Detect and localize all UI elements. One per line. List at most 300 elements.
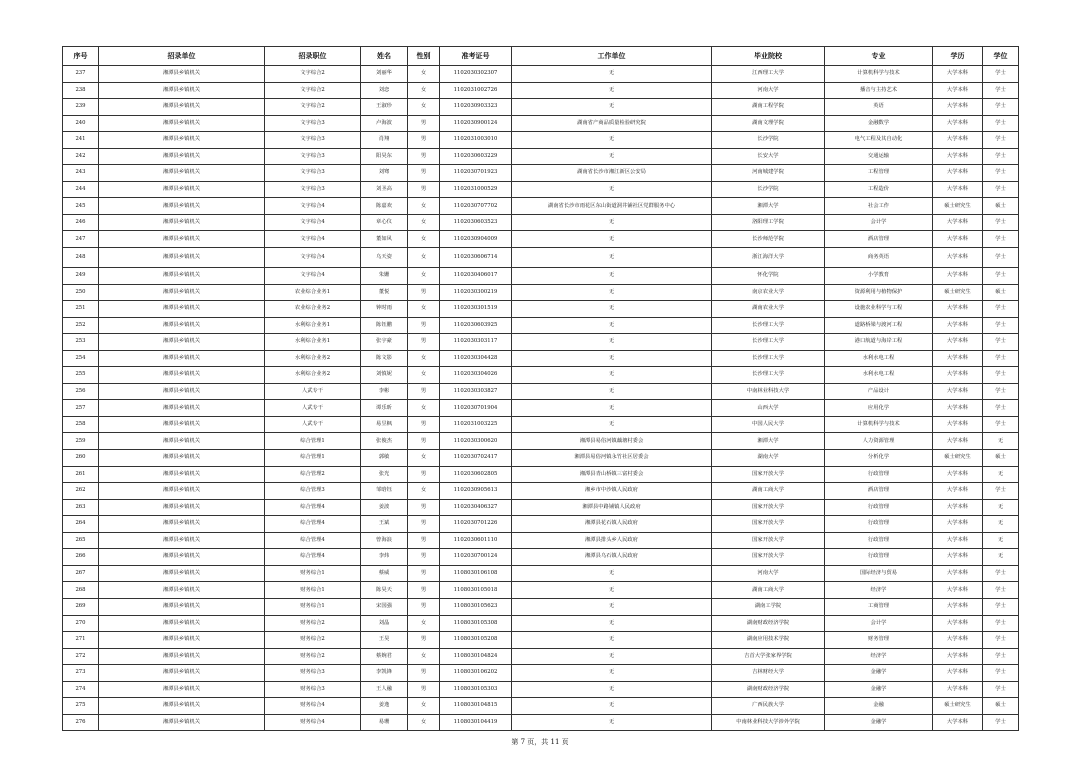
table-row (63, 466, 1019, 483)
cell-employer: 无 (512, 565, 712, 582)
cell-gender: 男 (408, 565, 440, 582)
cell-school: 怀化学院 (712, 268, 825, 285)
cell-unit: 湘潭县乡镇机关 (99, 416, 265, 433)
cell-education: 大学本科 (933, 499, 983, 516)
cell-education: 大学本科 (933, 367, 983, 384)
cell-position: 文字综合2 (265, 82, 361, 99)
cell-name: 李炜 (361, 549, 408, 566)
cell-position: 文字综合4 (265, 231, 361, 248)
cell-seq: 258 (63, 416, 99, 433)
cell-name: 李彬 (361, 383, 408, 400)
cell-major: 应用化学 (825, 400, 933, 417)
cell-employer: 无 (512, 268, 712, 285)
cell-unit: 湘潭县乡镇机关 (99, 231, 265, 248)
cell-seq: 249 (63, 268, 99, 285)
cell-unit: 湘潭县乡镇机关 (99, 665, 265, 682)
table-row (63, 334, 1019, 351)
cell-exam-id: 1102030606714 (440, 248, 512, 268)
cell-name: 刘恋 (361, 82, 408, 99)
cell-unit: 湘潭县乡镇机关 (99, 400, 265, 417)
cell-school: 湖南文理学院 (712, 115, 825, 132)
cell-employer: 湘潭县花石镇人民政府 (512, 516, 712, 533)
cell-seq: 269 (63, 598, 99, 615)
cell-employer: 无 (512, 632, 712, 649)
cell-exam-id: 1102030602805 (440, 466, 512, 483)
cell-exam-id: 1108030105308 (440, 615, 512, 632)
cell-seq: 259 (63, 433, 99, 450)
cell-degree: 硕士 (983, 284, 1019, 301)
cell-unit: 湘潭县乡镇机关 (99, 367, 265, 384)
cell-school: 湖南工商大学 (712, 582, 825, 599)
cell-employer: 湖南省长沙市湘江新区公安局 (512, 165, 712, 182)
cell-seq: 237 (63, 66, 99, 83)
cell-education: 大学本科 (933, 433, 983, 450)
table-row (63, 681, 1019, 698)
cell-exam-id: 1102030701923 (440, 165, 512, 182)
cell-school: 江西理工大学 (712, 66, 825, 83)
cell-seq: 248 (63, 248, 99, 268)
cell-name: 陈昊天 (361, 582, 408, 599)
cell-education: 大学本科 (933, 132, 983, 149)
cell-degree: 硕士 (983, 450, 1019, 467)
cell-degree: 学士 (983, 714, 1019, 731)
cell-employer: 无 (512, 350, 712, 367)
cell-exam-id: 1102030406327 (440, 499, 512, 516)
cell-education: 大学本科 (933, 231, 983, 248)
cell-employer: 湘潭县易俗河镇永竹社区居委会 (512, 450, 712, 467)
cell-position: 文字综合3 (265, 181, 361, 198)
cell-employer: 无 (512, 99, 712, 116)
cell-seq: 270 (63, 615, 99, 632)
cell-employer: 无 (512, 615, 712, 632)
cell-school: 吉林财经大学 (712, 665, 825, 682)
cell-exam-id: 1102030701226 (440, 516, 512, 533)
cell-seq: 273 (63, 665, 99, 682)
cell-school: 国家开放大学 (712, 466, 825, 483)
cell-degree: 学士 (983, 248, 1019, 268)
cell-education: 大学本科 (933, 532, 983, 549)
cell-major: 道路桥梁与渡河工程 (825, 317, 933, 334)
cell-exam-id: 1102030903323 (440, 99, 512, 116)
cell-major: 金融数学 (825, 115, 933, 132)
table-row (63, 416, 1019, 433)
cell-education: 大学本科 (933, 317, 983, 334)
cell-degree: 硕士 (983, 198, 1019, 215)
cell-unit: 湘潭县乡镇机关 (99, 284, 265, 301)
cell-gender: 男 (408, 181, 440, 198)
cell-position: 财务综合3 (265, 665, 361, 682)
cell-major: 港口航道与海岸工程 (825, 334, 933, 351)
cell-gender: 女 (408, 214, 440, 231)
cell-exam-id: 1102030406017 (440, 268, 512, 285)
cell-gender: 女 (408, 483, 440, 500)
table-row (63, 714, 1019, 731)
cell-position: 水利综合业务1 (265, 334, 361, 351)
cell-seq: 264 (63, 516, 99, 533)
cell-degree: 学士 (983, 66, 1019, 83)
table-row (63, 301, 1019, 318)
cell-degree: 无 (983, 466, 1019, 483)
cell-education: 大学本科 (933, 165, 983, 182)
cell-seq: 263 (63, 499, 99, 516)
cell-education: 大学本科 (933, 615, 983, 632)
cell-exam-id: 1102030304026 (440, 367, 512, 384)
cell-education: 大学本科 (933, 82, 983, 99)
cell-degree: 学士 (983, 383, 1019, 400)
cell-exam-id: 1102030301519 (440, 301, 512, 318)
cell-school: 湖南工商大学 (712, 483, 825, 500)
cell-gender: 女 (408, 99, 440, 116)
cell-seq: 274 (63, 681, 99, 698)
cell-position: 文字综合3 (265, 165, 361, 182)
cell-name: 姜波 (361, 499, 408, 516)
cell-school: 国家开放大学 (712, 499, 825, 516)
col-header-school: 毕业院校 (712, 47, 825, 66)
cell-degree: 学士 (983, 231, 1019, 248)
table-row (63, 82, 1019, 99)
cell-education: 大学本科 (933, 665, 983, 682)
cell-position: 综合管理1 (265, 433, 361, 450)
cell-major: 酒店管理 (825, 231, 933, 248)
cell-school: 湖南工程学院 (712, 99, 825, 116)
table-row (63, 317, 1019, 334)
cell-school: 国家开放大学 (712, 532, 825, 549)
cell-unit: 湘潭县乡镇机关 (99, 66, 265, 83)
cell-degree: 学士 (983, 483, 1019, 500)
cell-seq: 261 (63, 466, 99, 483)
cell-employer: 无 (512, 132, 712, 149)
cell-school: 国家开放大学 (712, 549, 825, 566)
cell-gender: 男 (408, 665, 440, 682)
cell-employer: 无 (512, 148, 712, 165)
cell-name: 陈文影 (361, 350, 408, 367)
cell-major: 经济学 (825, 648, 933, 665)
cell-degree: 学士 (983, 301, 1019, 318)
cell-seq: 266 (63, 549, 99, 566)
cell-name: 董悦 (361, 284, 408, 301)
col-header-position: 招录职位 (265, 47, 361, 66)
cell-school: 广西民族大学 (712, 698, 825, 715)
cell-major: 金融学 (825, 681, 933, 698)
cell-major: 电气工程及其自动化 (825, 132, 933, 149)
cell-education: 大学本科 (933, 148, 983, 165)
cell-exam-id: 1102030302307 (440, 66, 512, 83)
cell-position: 农业综合业务1 (265, 284, 361, 301)
cell-gender: 男 (408, 499, 440, 516)
cell-employer: 无 (512, 681, 712, 698)
cell-school: 国家开放大学 (712, 516, 825, 533)
cell-employer: 湖南省长沙市雨花区东山街道洞井铺社区党群服务中心 (512, 198, 712, 215)
cell-degree: 学士 (983, 165, 1019, 182)
cell-gender: 男 (408, 433, 440, 450)
cell-seq: 276 (63, 714, 99, 731)
table-row (63, 115, 1019, 132)
cell-name: 姜逸 (361, 698, 408, 715)
cell-gender: 女 (408, 367, 440, 384)
cell-degree: 学士 (983, 648, 1019, 665)
cell-school: 长沙理工大学 (712, 350, 825, 367)
cell-unit: 湘潭县乡镇机关 (99, 148, 265, 165)
cell-name: 王淑珍 (361, 99, 408, 116)
cell-seq: 255 (63, 367, 99, 384)
cell-degree: 学士 (983, 565, 1019, 582)
cell-gender: 男 (408, 383, 440, 400)
cell-position: 财务综合4 (265, 714, 361, 731)
cell-name: 刘慎妮 (361, 367, 408, 384)
cell-exam-id: 1108030104824 (440, 648, 512, 665)
cell-name: 王人融 (361, 681, 408, 698)
cell-name: 朱姗 (361, 268, 408, 285)
cell-seq: 246 (63, 214, 99, 231)
table-row (63, 248, 1019, 268)
cell-major: 经济学 (825, 582, 933, 599)
table-row (63, 483, 1019, 500)
cell-gender: 男 (408, 582, 440, 599)
cell-school: 河南大学 (712, 565, 825, 582)
cell-position: 财务综合2 (265, 615, 361, 632)
cell-gender: 女 (408, 400, 440, 417)
table-row (63, 698, 1019, 715)
cell-degree: 学士 (983, 132, 1019, 149)
cell-position: 综合管理4 (265, 532, 361, 549)
cell-exam-id: 1102030904009 (440, 231, 512, 248)
cell-seq: 268 (63, 582, 99, 599)
cell-exam-id: 1108030106202 (440, 665, 512, 682)
table-row (63, 532, 1019, 549)
cell-school: 长沙理工大学 (712, 334, 825, 351)
cell-unit: 湘潭县乡镇机关 (99, 681, 265, 698)
cell-name: 宋国强 (361, 598, 408, 615)
cell-degree: 学士 (983, 367, 1019, 384)
cell-name: 陈嘉欢 (361, 198, 408, 215)
page-footer: 第 7 页，共 11 页 (511, 738, 569, 746)
cell-position: 财务综合3 (265, 681, 361, 698)
cell-degree: 学士 (983, 350, 1019, 367)
cell-school: 长沙理工大学 (712, 367, 825, 384)
cell-gender: 女 (408, 450, 440, 467)
cell-school: 长沙师范学院 (712, 231, 825, 248)
cell-exam-id: 1102030701904 (440, 400, 512, 417)
cell-name: 蔡婉君 (361, 648, 408, 665)
cell-degree: 学士 (983, 317, 1019, 334)
cell-employer: 湘潭县青山桥镇三富村委会 (512, 466, 712, 483)
cell-school: 河南大学 (712, 82, 825, 99)
cell-school: 长沙理工大学 (712, 317, 825, 334)
cell-school: 长沙学院 (712, 181, 825, 198)
cell-name: 卢海波 (361, 115, 408, 132)
cell-position: 水利综合业务1 (265, 317, 361, 334)
table-row (63, 598, 1019, 615)
table-row (63, 165, 1019, 182)
cell-school: 山西大学 (712, 400, 825, 417)
cell-seq: 241 (63, 132, 99, 149)
cell-degree: 无 (983, 499, 1019, 516)
cell-seq: 238 (63, 82, 99, 99)
cell-seq: 275 (63, 698, 99, 715)
cell-major: 酒店管理 (825, 483, 933, 500)
cell-employer: 无 (512, 231, 712, 248)
cell-employer: 湘潭县易俗河镇藕塘村委会 (512, 433, 712, 450)
cell-seq: 252 (63, 317, 99, 334)
cell-position: 水利综合业务2 (265, 350, 361, 367)
cell-unit: 湘潭县乡镇机关 (99, 698, 265, 715)
cell-exam-id: 1102030300620 (440, 433, 512, 450)
cell-seq: 244 (63, 181, 99, 198)
cell-education: 大学本科 (933, 598, 983, 615)
cell-degree: 学士 (983, 214, 1019, 231)
cell-employer: 湘潭县排头乡人民政府 (512, 532, 712, 549)
cell-degree: 学士 (983, 665, 1019, 682)
cell-education: 大学本科 (933, 301, 983, 318)
col-header-seq: 序号 (63, 47, 99, 66)
cell-unit: 湘潭县乡镇机关 (99, 615, 265, 632)
cell-gender: 男 (408, 148, 440, 165)
cell-exam-id: 1108030105303 (440, 681, 512, 698)
cell-education: 大学本科 (933, 99, 983, 116)
cell-employer: 无 (512, 82, 712, 99)
cell-gender: 女 (408, 248, 440, 268)
cell-seq: 243 (63, 165, 99, 182)
cell-major: 财务管理 (825, 632, 933, 649)
cell-position: 文字综合2 (265, 99, 361, 116)
cell-gender: 男 (408, 416, 440, 433)
cell-exam-id: 1102030303827 (440, 383, 512, 400)
cell-education: 大学本科 (933, 400, 983, 417)
cell-position: 人武专干 (265, 400, 361, 417)
cell-school: 湖南工学院 (712, 598, 825, 615)
cell-degree: 学士 (983, 115, 1019, 132)
cell-employer: 湘潭县中路铺镇人民政府 (512, 499, 712, 516)
table-row (63, 198, 1019, 215)
cell-name: 邹晗钰 (361, 483, 408, 500)
cell-education: 大学本科 (933, 648, 983, 665)
cell-degree: 学士 (983, 598, 1019, 615)
cell-degree: 学士 (983, 82, 1019, 99)
cell-exam-id: 1102030303117 (440, 334, 512, 351)
cell-name: 刘晶 (361, 615, 408, 632)
cell-major: 行政管理 (825, 532, 933, 549)
cell-employer: 无 (512, 181, 712, 198)
cell-exam-id: 1102031002726 (440, 82, 512, 99)
cell-name: 郭敏 (361, 450, 408, 467)
cell-seq: 242 (63, 148, 99, 165)
cell-degree: 学士 (983, 268, 1019, 285)
cell-unit: 湘潭县乡镇机关 (99, 198, 265, 215)
cell-position: 综合管理4 (265, 516, 361, 533)
cell-employer: 无 (512, 698, 712, 715)
cell-gender: 男 (408, 115, 440, 132)
cell-unit: 湘潭县乡镇机关 (99, 483, 265, 500)
cell-seq: 256 (63, 383, 99, 400)
cell-degree: 学士 (983, 582, 1019, 599)
cell-education: 大学本科 (933, 268, 983, 285)
cell-gender: 女 (408, 350, 440, 367)
cell-school: 中南林业科技大学 (712, 383, 825, 400)
cell-major: 行政管理 (825, 466, 933, 483)
cell-position: 农业综合业务2 (265, 301, 361, 318)
cell-major: 计算机科学与技术 (825, 66, 933, 83)
cell-education: 大学本科 (933, 681, 983, 698)
table-row (63, 549, 1019, 566)
cell-unit: 湘潭县乡镇机关 (99, 317, 265, 334)
cell-degree: 无 (983, 532, 1019, 549)
cell-gender: 男 (408, 284, 440, 301)
table-row (63, 400, 1019, 417)
cell-position: 综合管理4 (265, 499, 361, 516)
cell-name: 王斌 (361, 516, 408, 533)
cell-employer: 无 (512, 367, 712, 384)
cell-gender: 男 (408, 632, 440, 649)
cell-seq: 267 (63, 565, 99, 582)
cell-education: 硕士研究生 (933, 450, 983, 467)
cell-major: 行政管理 (825, 516, 933, 533)
cell-gender: 女 (408, 198, 440, 215)
cell-education: 大学本科 (933, 549, 983, 566)
cell-school: 湘潭大学 (712, 198, 825, 215)
cell-employer: 无 (512, 66, 712, 83)
col-header-gender: 性别 (408, 47, 440, 66)
cell-education: 大学本科 (933, 466, 983, 483)
cell-position: 文字综合3 (265, 132, 361, 149)
roster-sheet (62, 46, 1006, 731)
cell-name: 章心仪 (361, 214, 408, 231)
cell-exam-id: 1102030700124 (440, 549, 512, 566)
cell-school: 河南城建学院 (712, 165, 825, 182)
cell-major: 金融学 (825, 665, 933, 682)
cell-unit: 湘潭县乡镇机关 (99, 450, 265, 467)
cell-gender: 男 (408, 317, 440, 334)
cell-degree: 无 (983, 433, 1019, 450)
cell-seq: 257 (63, 400, 99, 417)
cell-major: 小学教育 (825, 268, 933, 285)
cell-employer: 无 (512, 582, 712, 599)
cell-gender: 男 (408, 532, 440, 549)
cell-major: 社会工作 (825, 198, 933, 215)
table-row (63, 367, 1019, 384)
cell-education: 硕士研究生 (933, 284, 983, 301)
cell-position: 文字综合3 (265, 148, 361, 165)
cell-employer: 无 (512, 416, 712, 433)
cell-unit: 湘潭县乡镇机关 (99, 334, 265, 351)
cell-unit: 湘潭县乡镇机关 (99, 632, 265, 649)
cell-school: 中南林业科技大学涉外学院 (712, 714, 825, 731)
cell-gender: 女 (408, 301, 440, 318)
cell-employer: 无 (512, 383, 712, 400)
cell-school: 湘潭大学 (712, 433, 825, 450)
cell-education: 大学本科 (933, 181, 983, 198)
cell-school: 湖南农业大学 (712, 301, 825, 318)
cell-major: 计算机科学与技术 (825, 416, 933, 433)
cell-unit: 湘潭县乡镇机关 (99, 499, 265, 516)
cell-seq: 265 (63, 532, 99, 549)
table-row (63, 350, 1019, 367)
cell-position: 文字综合4 (265, 198, 361, 215)
cell-unit: 湘潭县乡镇机关 (99, 165, 265, 182)
cell-school: 湖南财政经济学院 (712, 615, 825, 632)
cell-major: 行政管理 (825, 499, 933, 516)
cell-gender: 男 (408, 549, 440, 566)
cell-seq: 272 (63, 648, 99, 665)
cell-position: 文字综合4 (265, 248, 361, 268)
cell-position: 文字综合4 (265, 214, 361, 231)
cell-position: 文字综合2 (265, 66, 361, 83)
cell-unit: 湘潭县乡镇机关 (99, 82, 265, 99)
cell-degree: 学士 (983, 681, 1019, 698)
cell-education: 大学本科 (933, 632, 983, 649)
cell-name: 王昊 (361, 632, 408, 649)
cell-position: 财务综合2 (265, 648, 361, 665)
cell-degree: 硕士 (983, 698, 1019, 715)
